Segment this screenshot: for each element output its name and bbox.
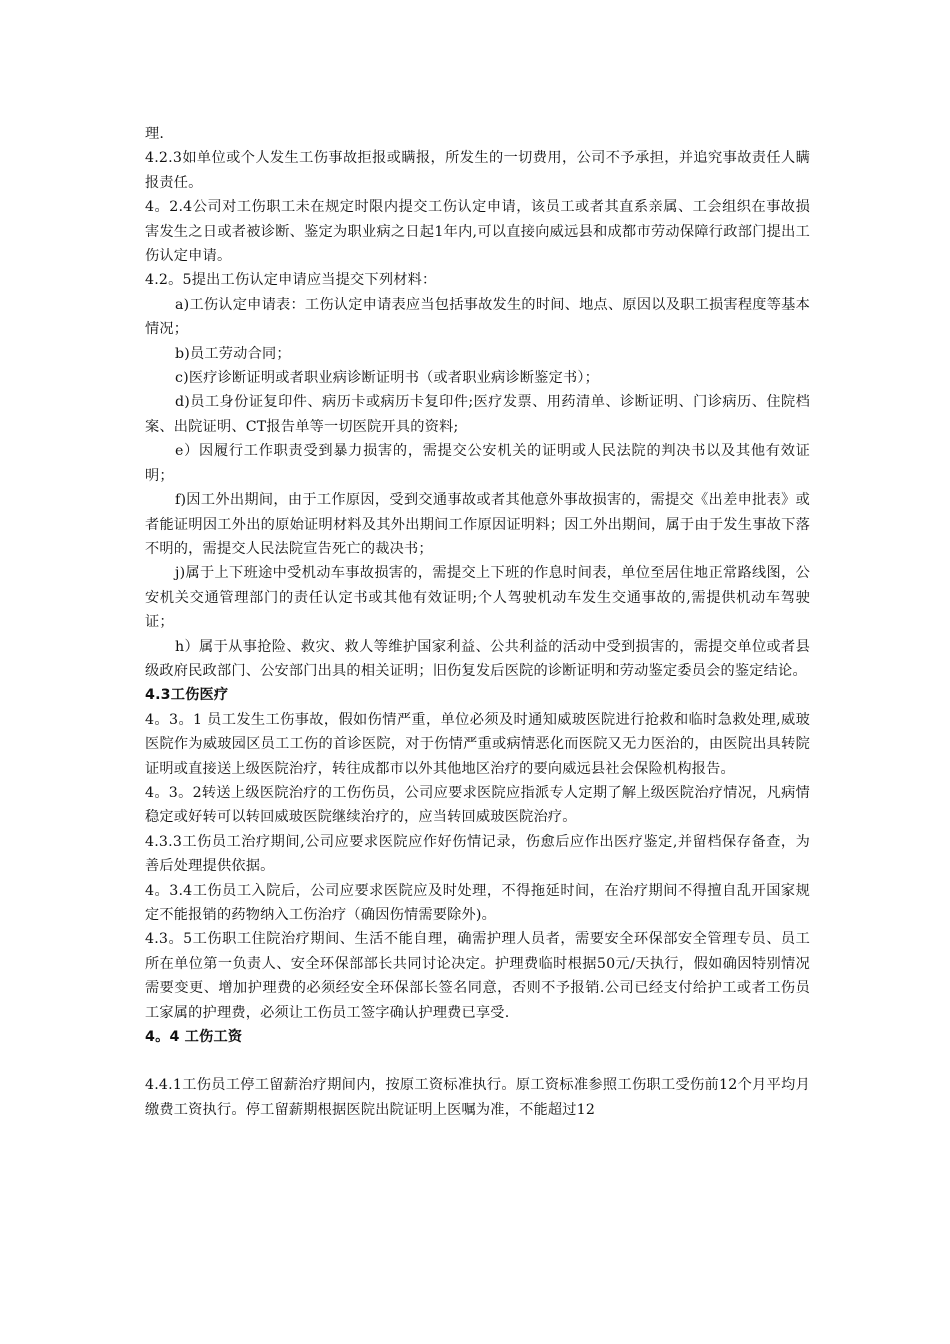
paragraph-4-3-1: 4。3。1 员工发生工伤事故，假如伤情严重，单位必须及时通知威玻医院进行抢救和临时急救处理,威玻医院作为威玻园区员工工伤的首诊医院，对于伤情严重或病情恶化而医院又无力医治的，由医院出具转院证明或直接送上级医院治疗，转往成都市以外其他地区治疗的要向威远县社会保险机构报告。 bbox=[145, 711, 810, 777]
list-item-b: b)员工劳动合同； bbox=[175, 345, 291, 362]
paragraph-4-3-5: 4.3。5工伤职工住院治疗期间、生活不能自理，确需护理人员者，需要安全环保部安全管理专员、员工所在单位第一负责人、安全环保部部长共同讨论决定。护理费临时根据50元/天执行，假如确因特别情况需要变更、增加护理费的必须经安全环保部长签名同意，否则不予报销.公司已经支付给护工或者工伤员工家属的护理费，必须让工伤员工签字确认护理费已享受. bbox=[145, 931, 810, 1021]
paragraph-4-4-1: 4.4.1工伤员工停工留薪治疗期间内，按原工资标准执行。原工资标准参照工伤职工受伤前12个月平均月缴费工资执行。停工留薪期根据医院出院证明上医嘱为准，不能超过12 bbox=[145, 1077, 810, 1118]
section-heading-4-4: 4。4 工伤工资 bbox=[145, 1029, 243, 1046]
list-item-j: j)属于上下班途中受机动车事故损害的，需提交上下班的作息时间表，单位至居住地正常路线图，公安机关交通管理部门的责任认定书或其他有效证明;个人驾驶机动车发生交通事故的,需提供机动车驾驶证； bbox=[145, 565, 810, 631]
paragraph-4-2-3: 4.2.3如单位或个人发生工伤事故拒报或瞒报，所发生的一切费用，公司不予承担，并追究事故责任人瞒报责任。 bbox=[145, 150, 810, 191]
document-body bbox=[145, 122, 810, 1122]
list-item-e: e）因履行工作职责受到暴力损害的，需提交公安机关的证明或人民法院的判决书以及其他有效证明； bbox=[145, 443, 810, 484]
paragraph-continuation: 理. bbox=[145, 126, 165, 142]
paragraph-4-3-2: 4。3。2转送上级医院治疗的工伤伤员，公司应要求医院应指派专人定期了解上级医院治疗情况，凡病情稳定或好转可以转回威玻医院继续治疗的，应当转回威玻医院治疗。 bbox=[145, 784, 810, 826]
paragraph-4-2-4: 4。2.4公司对工伤职工未在规定时限内提交工伤认定申请，该员工或者其直系亲属、工会组织在事故损害发生之日或者被诊断、鉴定为职业病之日起1年内,可以直接向威远县和成都市劳动保障行政部门提出工伤认定申请。 bbox=[145, 199, 810, 265]
paragraph-4-3-4: 4。3.4工伤员工入院后，公司应要求医院应及时处理，不得拖延时间，在治疗期间不得擅自乱开国家规定不能报销的药物纳入工伤治疗（确因伤情需要除外)。 bbox=[145, 882, 810, 923]
blank-line bbox=[145, 1049, 810, 1073]
list-item-h: h）属于从事抢险、救灾、救人等维护国家利益、公共利益的活动中受到损害的，需提交单位或者县级政府民政部门、公安部门出具的相关证明；旧伤复发后医院的诊断证明和劳动鉴定委员会的鉴定结论。 bbox=[145, 638, 810, 679]
list-item-f: f)因工外出期间，由于工作原因，受到交通事故或者其他意外事故损害的，需提交《出差申批表》或者能证明因工外出的原始证明材料及其外出期间工作原因证明料；因工外出期间，属于由于发生事故下落不明的，需提交人民法院宣告死亡的裁决书； bbox=[145, 492, 810, 557]
paragraph-4-3-3: 4.3.3工伤员工治疗期间,公司应要求医院应作好伤情记录，伤愈后应作出医疗鉴定,并留档保存备查，为善后处理提供依据。 bbox=[145, 833, 810, 875]
paragraph-4-2-5: 4.2。5提出工伤认定申请应当提交下列材料： bbox=[145, 272, 437, 289]
section-heading-4-3: 4.3工伤医疗 bbox=[145, 687, 229, 704]
list-item-d: d)员工身份证复印件、病历卡或病历卡复印件;医疗发票、用药清单、诊断证明、门诊病历、住院档案、出院证明、CT报告单等一切医院开具的资料; bbox=[145, 394, 810, 435]
list-item-c: c)医疗诊断证明或者职业病诊断证明书（或者职业病诊断鉴定书）； bbox=[175, 370, 600, 387]
list-item-a: a)工伤认定申请表：工伤认定申请表应当包括事故发生的时间、地点、原因以及职工损害程度等基本情况； bbox=[145, 296, 810, 338]
